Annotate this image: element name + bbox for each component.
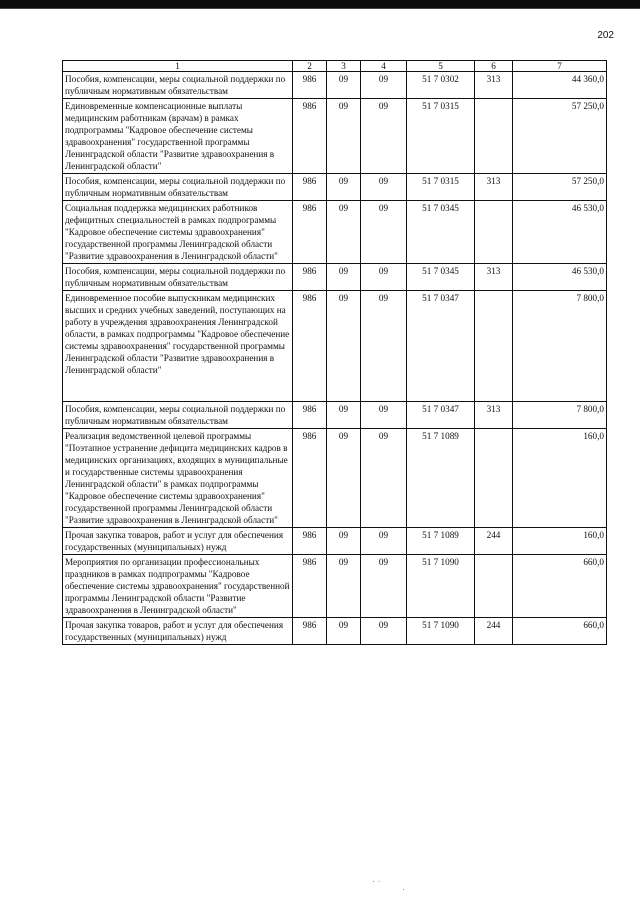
row-grbs: 986 [293, 264, 327, 291]
row-name: Прочая закупка товаров, работ и услуг для обеспечения государственных (муниципальных) нужд [63, 618, 293, 645]
row-sum: 7 800,0 [513, 291, 607, 402]
row-pr: 09 [361, 402, 407, 429]
row-csr: 51 7 0315 [407, 99, 475, 174]
header-cell: 3 [327, 61, 361, 72]
row-sum: 57 250,0 [513, 99, 607, 174]
row-pr: 09 [361, 99, 407, 174]
row-rz: 09 [327, 201, 361, 264]
row-csr: 51 7 1090 [407, 618, 475, 645]
table-row [63, 528, 607, 555]
row-csr: 51 7 0345 [407, 264, 475, 291]
row-grbs: 986 [293, 174, 327, 201]
row-rz: 09 [327, 72, 361, 99]
row-csr: 51 7 1089 [407, 528, 475, 555]
row-sum: 660,0 [513, 555, 607, 618]
header-cell: 7 [513, 61, 607, 72]
scan-artifact: · · [372, 876, 381, 886]
row-name: Единовременное пособие выпускникам медицинских высших и средних учебных заведений, поступающих на работу в учреждения здравоохранения Ленинградской области, в рамках подпрограммы "Кадровое обеспечение системы здравоохранения" государственной программы Ленинградской области "Развитие здравоохранения в Ленинградской области" [63, 291, 293, 402]
header-cell: 5 [407, 61, 475, 72]
row-vr [475, 291, 513, 402]
table-row [63, 72, 607, 99]
row-vr [475, 555, 513, 618]
row-sum: 46 530,0 [513, 264, 607, 291]
row-name: Единовременные компенсационные выплаты медицинским работникам (врачам) в рамках подпрограммы "Кадровое обеспечение системы здравоохранения" государственной программы Ленинградской области "Развитие здравоохранения в Ленинградской области" [63, 99, 293, 174]
header-row [63, 61, 607, 72]
row-grbs: 986 [293, 201, 327, 264]
row-grbs: 986 [293, 528, 327, 555]
row-vr: 313 [475, 264, 513, 291]
row-vr: 244 [475, 528, 513, 555]
row-vr: 313 [475, 174, 513, 201]
row-vr [475, 99, 513, 174]
row-name: Пособия, компенсации, меры социальной поддержки по публичным нормативным обязательствам [63, 402, 293, 429]
row-sum: 160,0 [513, 429, 607, 528]
row-grbs: 986 [293, 555, 327, 618]
row-vr: 244 [475, 618, 513, 645]
row-sum: 160,0 [513, 528, 607, 555]
row-grbs: 986 [293, 618, 327, 645]
scan-top-line [0, 8, 640, 9]
row-pr: 09 [361, 618, 407, 645]
scan-top-border [0, 0, 640, 8]
table-row [63, 201, 607, 264]
header-cell: 1 [63, 61, 293, 72]
row-sum: 46 530,0 [513, 201, 607, 264]
table-row [63, 99, 607, 174]
row-pr: 09 [361, 291, 407, 402]
header-cell: 6 [475, 61, 513, 72]
page-number: 202 [597, 30, 614, 41]
row-csr: 51 7 1090 [407, 555, 475, 618]
budget-table [62, 60, 607, 645]
row-name: Реализация ведомственной целевой программы "Поэтапное устранение дефицита медицинских кадров в медицинских организациях, входящих в муниципальные и государственные системы здравоохранения Ленинградской области" в рамках подпрограммы "Кадровое обеспечение системы здравоохранения" государственной программы Ленинградской области "Развитие здравоохранения в Ленинградской области" [63, 429, 293, 528]
table-row [63, 174, 607, 201]
row-csr: 51 7 1089 [407, 429, 475, 528]
row-sum: 44 360,0 [513, 72, 607, 99]
row-grbs: 986 [293, 291, 327, 402]
table-row [63, 429, 607, 528]
header-cell: 2 [293, 61, 327, 72]
row-name: Пособия, компенсации, меры социальной поддержки по публичным нормативным обязательствам [63, 174, 293, 201]
row-csr: 51 7 0315 [407, 174, 475, 201]
row-csr: 51 7 0347 [407, 291, 475, 402]
row-rz: 09 [327, 555, 361, 618]
row-grbs: 986 [293, 72, 327, 99]
row-pr: 09 [361, 528, 407, 555]
row-csr: 51 7 0345 [407, 201, 475, 264]
row-rz: 09 [327, 429, 361, 528]
row-sum: 57 250,0 [513, 174, 607, 201]
row-rz: 09 [327, 528, 361, 555]
row-vr: 313 [475, 402, 513, 429]
row-pr: 09 [361, 264, 407, 291]
row-rz: 09 [327, 99, 361, 174]
scan-artifact: · [402, 884, 405, 894]
row-grbs: 986 [293, 402, 327, 429]
row-pr: 09 [361, 174, 407, 201]
table-row [63, 264, 607, 291]
row-rz: 09 [327, 291, 361, 402]
row-name: Социальная поддержка медицинских работников дефицитных специальностей в рамках подпрограммы "Кадровое обеспечение системы здравоохранения" государственной программы Ленинградской области "Развитие здравоохранения в Ленинградской области" [63, 201, 293, 264]
row-rz: 09 [327, 174, 361, 201]
header-cell: 4 [361, 61, 407, 72]
table-row [63, 618, 607, 645]
row-name: Мероприятия по организации профессиональных праздников в рамках подпрограммы "Кадровое обеспечение системы здравоохранения" государственной программы Ленинградской области "Развитие здравоохранения в Ленинградской области" [63, 555, 293, 618]
row-name: Прочая закупка товаров, работ и услуг для обеспечения государственных (муниципальных) нужд [63, 528, 293, 555]
row-vr [475, 201, 513, 264]
row-sum: 7 800,0 [513, 402, 607, 429]
table-row [63, 555, 607, 618]
row-vr [475, 429, 513, 528]
row-pr: 09 [361, 72, 407, 99]
row-name: Пособия, компенсации, меры социальной поддержки по публичным нормативным обязательствам [63, 72, 293, 99]
row-pr: 09 [361, 201, 407, 264]
row-vr: 313 [475, 72, 513, 99]
row-pr: 09 [361, 429, 407, 528]
row-sum: 660,0 [513, 618, 607, 645]
row-rz: 09 [327, 264, 361, 291]
row-rz: 09 [327, 618, 361, 645]
row-grbs: 986 [293, 99, 327, 174]
row-grbs: 986 [293, 429, 327, 528]
row-rz: 09 [327, 402, 361, 429]
row-pr: 09 [361, 555, 407, 618]
row-csr: 51 7 0302 [407, 72, 475, 99]
table-row [63, 291, 607, 402]
row-csr: 51 7 0347 [407, 402, 475, 429]
table-row [63, 402, 607, 429]
row-name: Пособия, компенсации, меры социальной поддержки по публичным нормативным обязательствам [63, 264, 293, 291]
